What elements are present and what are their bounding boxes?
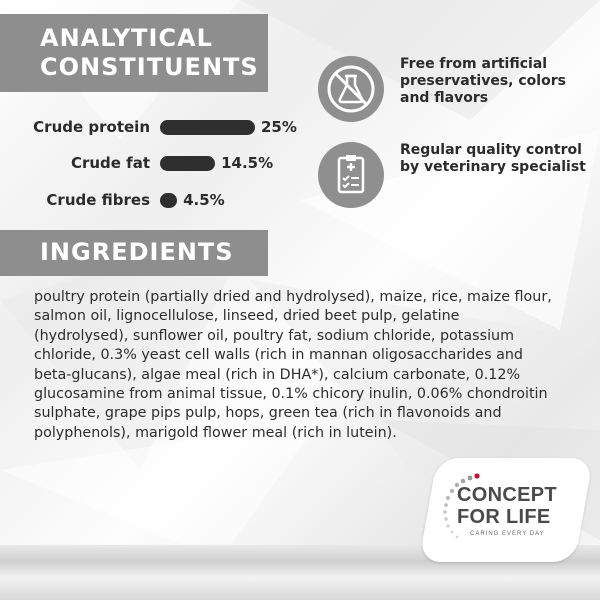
constituent-bar bbox=[160, 156, 215, 171]
constituent-label: Crude fat bbox=[70, 154, 150, 172]
ingredients-title: INGREDIENTS bbox=[40, 238, 234, 266]
feature-text: Regular quality control by veterinary specialist bbox=[400, 142, 586, 175]
constituent-row-fibres bbox=[0, 189, 320, 211]
logo-line2: FOR LIFE bbox=[457, 506, 551, 528]
analytical-title-line2: CONSTITUENTS bbox=[40, 53, 259, 81]
analytical-constituents-banner bbox=[0, 14, 268, 92]
feature-no-artificial bbox=[318, 56, 588, 122]
constituent-value: 4.5% bbox=[183, 191, 225, 209]
constituent-label: Crude fibres bbox=[46, 191, 150, 209]
logo-tagline: CARING EVERY DAY bbox=[470, 531, 545, 537]
logo-line1: CONCEPT bbox=[457, 484, 557, 506]
constituent-value: 14.5% bbox=[221, 154, 274, 172]
feature-quality-control bbox=[318, 142, 588, 208]
logo-wordmark bbox=[457, 484, 577, 528]
constituent-bar bbox=[160, 193, 177, 208]
constituent-row-fat bbox=[0, 152, 320, 174]
constituent-label: Crude protein bbox=[33, 118, 150, 136]
constituent-value: 25% bbox=[261, 118, 297, 136]
analytical-title-line1: ANALYTICAL bbox=[40, 24, 213, 52]
ingredients-banner bbox=[0, 230, 268, 276]
constituent-bar bbox=[160, 120, 255, 135]
flask-crossed-icon bbox=[318, 56, 384, 122]
clipboard-check-icon bbox=[318, 142, 384, 208]
constituent-row-protein bbox=[0, 116, 320, 138]
ingredients-text: poultry protein (partially dried and hydrolysed), maize, rice, maize flour, salmon oil, lignocellulose, linseed, dried beet pulp, gelatine (hydrolysed), sunflower oil, poultry fat, sodium chloride, potassium chloride, 0.3% yeast cell walls (rich in mannan oligosaccharides and beta-glucans), algae meal (rich in DHA*), calcium carbonate, 0.12% glucosamine from animal tissue, 0.1% chicory inulin, 0.06% chondroitin sulphate, grape pips pulp, hops, green tea (rich in flavonoids and polyphenols), marigold flower meal (rich in lutein). bbox=[34, 289, 552, 441]
feature-text: Free from artificial preservatives, colors and flavors bbox=[400, 56, 566, 106]
